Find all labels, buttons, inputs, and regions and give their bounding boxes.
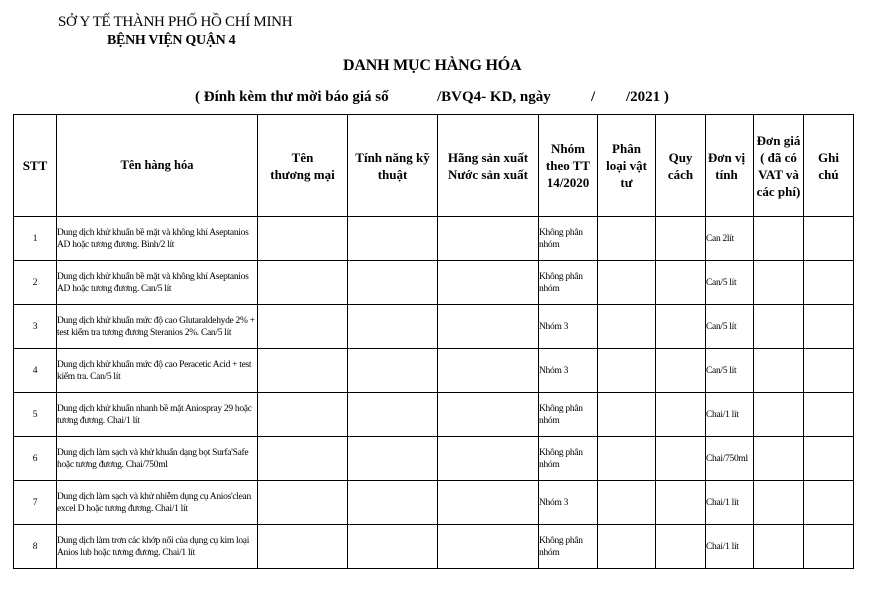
row-category bbox=[598, 261, 656, 305]
row-packing bbox=[656, 349, 706, 393]
row-manufacturer bbox=[438, 393, 539, 437]
row-group: Không phân nhóm bbox=[539, 437, 598, 481]
table-header-row bbox=[14, 115, 854, 217]
row-manufacturer bbox=[438, 481, 539, 525]
row-note bbox=[804, 525, 854, 569]
row-unit-price bbox=[754, 481, 804, 525]
column-header-goods-name: Tên hàng hóa bbox=[57, 115, 258, 217]
row-group: Không phân nhóm bbox=[539, 393, 598, 437]
row-unit-price bbox=[754, 393, 804, 437]
row-note bbox=[804, 261, 854, 305]
row-unit-price bbox=[754, 437, 804, 481]
row-unit: Chai/1 lít bbox=[706, 393, 754, 437]
row-manufacturer bbox=[438, 349, 539, 393]
row-category bbox=[598, 349, 656, 393]
organization-name: SỞ Y TẾ THÀNH PHỐ HỒ CHÍ MINH bbox=[58, 14, 293, 30]
row-category bbox=[598, 481, 656, 525]
goods-table bbox=[13, 114, 854, 569]
row-unit-price bbox=[754, 305, 804, 349]
row-unit: Chai/1 lít bbox=[706, 481, 754, 525]
row-category bbox=[598, 305, 656, 349]
row-trade-name bbox=[258, 305, 348, 349]
row-manufacturer bbox=[438, 437, 539, 481]
subtitle-date-separator: / bbox=[591, 89, 596, 105]
column-header-stt: STT bbox=[14, 115, 57, 217]
row-note bbox=[804, 217, 854, 261]
row-goods-name: Dung dịch khử khuẩn bề mặt và không khí Aseptanios AD hoặc tương đương. Can/5 lít bbox=[57, 261, 258, 305]
row-goods-name: Dung dịch khử khuẩn bề mặt và không khí Aseptanios AD hoặc tương đương. Bình/2 lít bbox=[57, 217, 258, 261]
table-row bbox=[14, 393, 854, 437]
row-category bbox=[598, 393, 656, 437]
row-goods-name: Dung dịch khử khuẩn mức độ cao Peracetic Acid + test kiểm tra. Can/5 lít bbox=[57, 349, 258, 393]
row-group: Không phân nhóm bbox=[539, 261, 598, 305]
row-packing bbox=[656, 437, 706, 481]
row-unit: Chai/1 lít bbox=[706, 525, 754, 569]
row-technical-features bbox=[348, 217, 438, 261]
row-note bbox=[804, 393, 854, 437]
row-packing bbox=[656, 525, 706, 569]
column-header-note: Ghi chú bbox=[804, 115, 854, 217]
row-stt: 6 bbox=[14, 437, 57, 481]
row-trade-name bbox=[258, 217, 348, 261]
row-group: Không phân nhóm bbox=[539, 525, 598, 569]
row-stt: 2 bbox=[14, 261, 57, 305]
row-technical-features bbox=[348, 393, 438, 437]
row-unit-price bbox=[754, 349, 804, 393]
column-header-unit-price: Đơn giá ( đã có VAT và các phí) bbox=[754, 115, 804, 217]
row-group: Nhóm 3 bbox=[539, 349, 598, 393]
row-packing bbox=[656, 305, 706, 349]
row-goods-name: Dung dịch khử khuẩn mức độ cao Glutaraldehyde 2% + test kiểm tra tương đương Steranios 2%. Can/5 lít bbox=[57, 305, 258, 349]
table-row bbox=[14, 261, 854, 305]
row-group: Nhóm 3 bbox=[539, 305, 598, 349]
row-technical-features bbox=[348, 305, 438, 349]
row-trade-name bbox=[258, 437, 348, 481]
row-packing bbox=[656, 261, 706, 305]
row-category bbox=[598, 525, 656, 569]
column-header-category: Phân loại vật tư bbox=[598, 115, 656, 217]
row-manufacturer bbox=[438, 525, 539, 569]
row-stt: 4 bbox=[14, 349, 57, 393]
row-goods-name: Dung dịch làm sạch và khử nhiễm dụng cụ Anios'clean excel D hoặc tương đương. Chai/1 lít bbox=[57, 481, 258, 525]
row-unit-price bbox=[754, 217, 804, 261]
row-technical-features bbox=[348, 525, 438, 569]
row-group: Nhóm 3 bbox=[539, 481, 598, 525]
column-header-unit: Đơn vị tính bbox=[706, 115, 754, 217]
document-title: DANH MỤC HÀNG HÓA bbox=[343, 57, 522, 74]
row-category bbox=[598, 437, 656, 481]
row-technical-features bbox=[348, 261, 438, 305]
row-stt: 3 bbox=[14, 305, 57, 349]
table-row bbox=[14, 437, 854, 481]
row-packing bbox=[656, 217, 706, 261]
row-manufacturer bbox=[438, 261, 539, 305]
row-trade-name bbox=[258, 393, 348, 437]
hospital-name: BỆNH VIỆN QUẬN 4 bbox=[107, 33, 236, 48]
row-stt: 5 bbox=[14, 393, 57, 437]
row-packing bbox=[656, 481, 706, 525]
row-unit: Can/5 lít bbox=[706, 349, 754, 393]
row-goods-name: Dung dịch làm trơn các khớp nối của dụng cụ kim loại Anios lub hoặc tương đương. Chai/1 lít bbox=[57, 525, 258, 569]
subtitle-reference-code: /BVQ4- KD, ngày bbox=[437, 89, 551, 105]
row-unit: Can 2lít bbox=[706, 217, 754, 261]
subtitle-attachment-label: ( Đính kèm thư mời báo giá số bbox=[195, 89, 389, 105]
row-group: Không phân nhóm bbox=[539, 217, 598, 261]
row-stt: 7 bbox=[14, 481, 57, 525]
table-row bbox=[14, 349, 854, 393]
table-row bbox=[14, 305, 854, 349]
row-technical-features bbox=[348, 437, 438, 481]
row-goods-name: Dung dịch làm sạch và khử khuẩn dạng bọt Surfa'Safe hoặc tương đương. Chai/750ml bbox=[57, 437, 258, 481]
column-header-manufacturer: Hãng sản xuất Nước sản xuất bbox=[438, 115, 539, 217]
row-trade-name bbox=[258, 349, 348, 393]
row-manufacturer bbox=[438, 217, 539, 261]
row-unit-price bbox=[754, 261, 804, 305]
row-manufacturer bbox=[438, 305, 539, 349]
column-header-group: Nhóm theo TT 14/2020 bbox=[539, 115, 598, 217]
row-stt: 8 bbox=[14, 525, 57, 569]
column-header-trade-name: Tên thương mại bbox=[258, 115, 348, 217]
row-category bbox=[598, 217, 656, 261]
row-technical-features bbox=[348, 481, 438, 525]
table-row bbox=[14, 525, 854, 569]
subtitle-year: /2021 ) bbox=[626, 89, 669, 105]
row-unit: Chai/750ml bbox=[706, 437, 754, 481]
table-row bbox=[14, 217, 854, 261]
row-note bbox=[804, 437, 854, 481]
row-note bbox=[804, 349, 854, 393]
column-header-technical-features: Tính năng kỹ thuật bbox=[348, 115, 438, 217]
row-trade-name bbox=[258, 261, 348, 305]
row-goods-name: Dung dịch khử khuẩn nhanh bề mặt Aniospray 29 hoặc tương đương. Chai/1 lít bbox=[57, 393, 258, 437]
row-unit: Can/5 lít bbox=[706, 261, 754, 305]
row-trade-name bbox=[258, 525, 348, 569]
row-note bbox=[804, 481, 854, 525]
column-header-packing: Quy cách bbox=[656, 115, 706, 217]
row-packing bbox=[656, 393, 706, 437]
row-unit: Can/5 lít bbox=[706, 305, 754, 349]
table-row bbox=[14, 481, 854, 525]
row-stt: 1 bbox=[14, 217, 57, 261]
row-note bbox=[804, 305, 854, 349]
row-technical-features bbox=[348, 349, 438, 393]
row-trade-name bbox=[258, 481, 348, 525]
row-unit-price bbox=[754, 525, 804, 569]
